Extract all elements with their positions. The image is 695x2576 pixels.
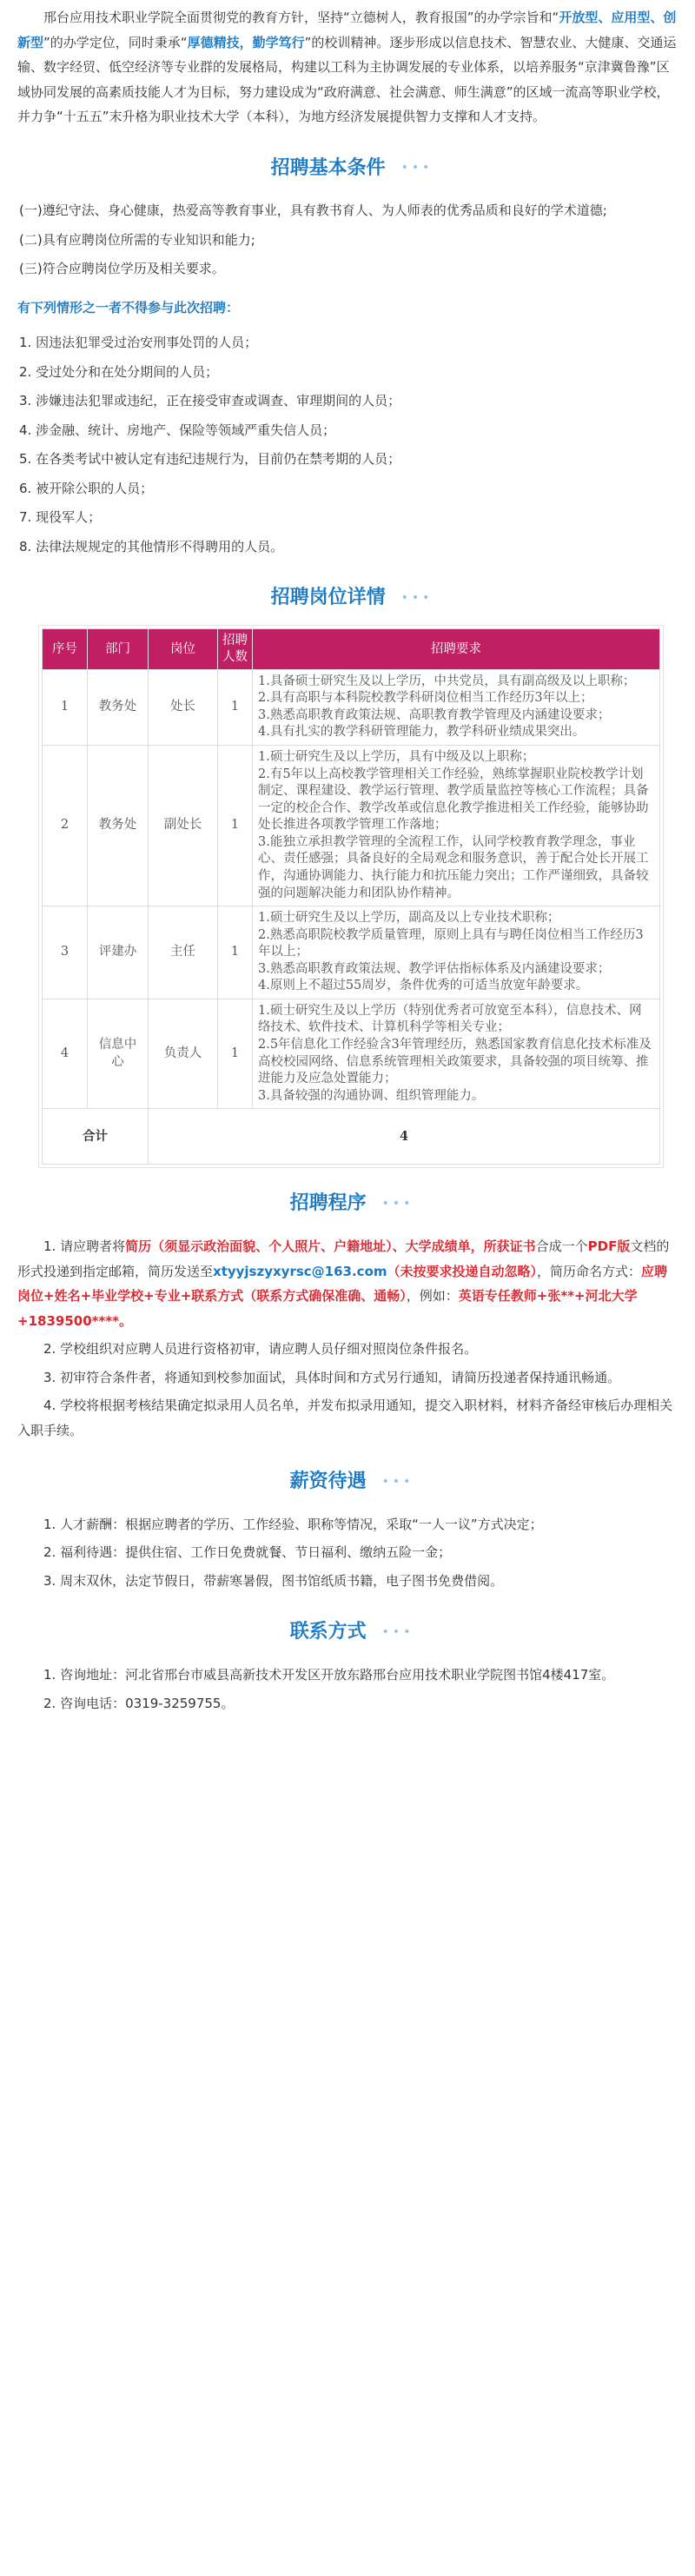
motto-highlight: 开放型、应用型、创新型 (17, 10, 677, 50)
contact-section (17, 1663, 678, 1716)
row-headcount: 1 (218, 906, 253, 999)
posts-table (42, 628, 660, 1165)
process-step-1: 1. 请应聘者将简历（须显示政治面貌、个人照片、户籍地址）、大学成绩单，所获证书合成一个PDF版文档的形式投递到指定邮箱，简历发送至xtyyjszyxyrsc@163.com（未按要求投递自动忽略），简历命名方式：应聘岗位+姓名+毕业学校+专业+联系方式（联系方式确保准确、通畅），例如：英语专任教师+张**+河北大学+1839500****。 (17, 1238, 670, 1329)
section-title: 联系方式 (281, 1614, 375, 1650)
exclusion-item: 7. 现役军人； (19, 509, 102, 526)
exclusion-item: 6. 被开除公职的人员； (19, 480, 154, 496)
process-step-3: 3. 初审符合条件者，将通知到校参加面试，具体时间和方式另行通知，请简历投递者保持通讯畅通。 (43, 1369, 621, 1385)
col-header: 序号 (43, 629, 88, 670)
row-position: 处长 (149, 669, 218, 745)
row-position: 负责人 (149, 999, 218, 1108)
table-header-row (43, 629, 660, 670)
exclusion-item: 4. 涉金融、统计、房地产、保险等领域严重失信人员； (19, 422, 336, 438)
table-body (43, 669, 660, 1109)
contact-phone: 2. 咨询电话：0319-3259755。 (43, 1695, 235, 1711)
exclusion-item: 5. 在各类考试中被认定有违纪违规行为，目前仍在禁考期的人员； (19, 451, 401, 468)
salary-section (17, 1512, 678, 1594)
section-header-salary (17, 1464, 678, 1500)
exclusion-item: 8. 法律法规规定的其他情形不得聘用的人员。 (19, 538, 284, 554)
section-header-process (17, 1185, 678, 1222)
condition-item: (一)遵纪守法、身心健康，热爱高等教育事业，具有教书育人、为人师表的优秀品质和良好的学术道德; (19, 202, 607, 219)
row-headcount: 1 (218, 999, 253, 1108)
dots-decoration: ••• (400, 161, 434, 176)
row-department: 信息中心 (88, 999, 149, 1108)
exclusion-item: 3. 涉嫌违法犯罪或违纪，正在接受审查或调查、审理期间的人员； (19, 393, 401, 409)
section-header-posts (17, 580, 678, 616)
row-headcount: 1 (218, 669, 253, 745)
col-header: 部门 (88, 629, 149, 670)
row-requirements: 1.硕士研究生及以上学历（特别优秀者可放宽至本科），信息技术、网络技术、软件技术、计算机科学等相关专业； 2.5年信息化工作经验含3年管理经历，熟悉国家教育信息化技术标准及高校校园网络、信息系统管理相关政策要求，具备较强的项目统筹、推进能力及应急处置能力； 3.具备较强的沟通协调、组织管理能力。 (253, 999, 660, 1108)
row-requirements: 1.硕士研究生及以上学历，具有中级及以上职称； 2.有5年以上高校教学管理相关工作经验，熟练掌握职业院校教学计划制定、课程建设、教学运行管理、教学质量监控等核心工作流程；具备一定的校企合作、教学改革或信息化教学推进相关工作经验，能够协助处长推进各项教学管理工作落地； 3.能独立承担教学管理的全流程工作，认同学校教育教学理念，事业心、责任感强；具备良好的全局观念和服务意识，善于配合处长开展工作，沟通协调能力、执行能力和抗压能力突出；工作严谨细致，具备较强的问题解决能力和团队协作精神。 (253, 746, 660, 906)
col-header: 招聘要求 (253, 629, 660, 670)
table-row (43, 746, 660, 906)
salary-item: 2. 福利待遇：提供住宿、工作日免费就餐、节日福利、缴纳五险一金； (43, 1544, 452, 1561)
section-title: 招聘程序 (281, 1185, 375, 1222)
row-position: 副处长 (149, 746, 218, 906)
row-number: 3 (43, 906, 88, 999)
table-row (43, 669, 660, 745)
exclusion-list (17, 330, 678, 559)
process-section (17, 1234, 678, 1443)
table-row (43, 906, 660, 999)
table-total-row (43, 1109, 660, 1165)
table-row (43, 999, 660, 1108)
intro-paragraph: 邢台应用技术职业学院全面贯彻党的教育方针，坚持“立德树人，教育报国”的办学宗旨和“开放型、应用型、创新型”的办学定位，同时秉承“厚德精技，勤学笃行”的校训精神。逐步形成以信息技术、智慧农业、大健康、交通运输、数字经贸、低空经济等专业群的发展格局，构建以工科为主协调发展的专业体系，以培养服务“京津冀鲁豫”区域协同发展的高素质技能人才为目标，努力建设成为“政府满意、社会满意、师生满意”的区域一流高等职业学校，并力争“十五五”末升格为职业技术大学（本科），为地方经济发展提供智力支撑和人才支持。 (17, 10, 677, 124)
spirit-highlight: 厚德精技，勤学笃行 (187, 34, 305, 50)
dots-decoration: ••• (400, 590, 434, 605)
exclusion-item: 2. 受过处分和在处分期间的人员； (19, 363, 219, 380)
salary-item: 3. 周末双休，法定节假日，带薪寒暑假，图书馆纸质书籍，电子图书免费借阅。 (43, 1572, 504, 1589)
basic-conditions (17, 198, 678, 559)
row-requirements: 1.硕士研究生及以上学历，副高及以上专业技术职称； 2.熟悉高职院校教学质量管理，原则上具有与聘任岗位相当工作经历3年以上； 3.熟悉高职教育政策法规、教学评估指标体系及内涵建设要求； 4.原则上不超过55周岁，条件优秀的可适当放宽年龄要求。 (253, 906, 660, 999)
section-title: 招聘岗位详情 (262, 580, 394, 616)
section-header-basic (17, 150, 678, 187)
dots-decoration: ••• (381, 1474, 414, 1489)
row-number: 1 (43, 669, 88, 745)
section-title: 招聘基本条件 (262, 150, 394, 187)
exclusion-item: 1. 因违法犯罪受过治安刑事处罚的人员； (19, 335, 258, 351)
dots-decoration: ••• (381, 1624, 414, 1639)
row-requirements: 1.具备硕士研究生及以上学历，中共党员，具有副高级及以上职称； 2.具有高职与本科院校教学科研岗位相当工作经历3年以上； 3.熟悉高职教育政策法规、高职教育教学管理及内涵建设要求； 4.具有扎实的教学科研管理能力，教学科研业绩成果突出。 (253, 669, 660, 745)
row-headcount: 1 (218, 746, 253, 906)
process-step-2: 2. 学校组织对应聘人员进行资格初审，请应聘人员仔细对照岗位条件报名。 (43, 1341, 478, 1358)
row-number: 2 (43, 746, 88, 906)
row-number: 4 (43, 999, 88, 1108)
section-header-contact (17, 1614, 678, 1650)
condition-item: (三)符合应聘岗位学历及相关要求。 (19, 261, 225, 277)
salary-item: 1. 人才薪酬：根据应聘者的学历、工作经验、职称等情况，采取“一人一议”方式决定； (43, 1516, 543, 1532)
col-header: 招聘人数 (218, 629, 253, 670)
row-department: 评建办 (88, 906, 149, 999)
exclusion-title: 有下列情形之一者不得参与此次招聘： (17, 299, 240, 315)
posts-table-wrap (42, 628, 660, 1165)
total-label: 合计 (43, 1109, 149, 1165)
dots-decoration: ••• (381, 1196, 414, 1211)
row-department: 教务处 (88, 669, 149, 745)
section-title: 薪资待遇 (281, 1464, 375, 1500)
total-value: 4 (149, 1109, 660, 1165)
intro-section (17, 0, 678, 129)
contact-address: 1. 咨询地址：河北省邢台市威县高新技术开发区开放东路邢台应用技术职业学院图书馆4楼417室。 (43, 1667, 615, 1683)
process-step-4: 4. 学校将根据考核结果确定拟录用人员名单，并发布拟录用通知，提交入职材料，材料齐备经审核后办理相关入职手续。 (17, 1398, 673, 1438)
row-position: 主任 (149, 906, 218, 999)
condition-item: (二)具有应聘岗位所需的专业知识和能力; (19, 231, 255, 248)
row-department: 教务处 (88, 746, 149, 906)
email-link[interactable]: xtyyjszyxyrsc@163.com (213, 1263, 387, 1279)
col-header: 岗位 (149, 629, 218, 670)
